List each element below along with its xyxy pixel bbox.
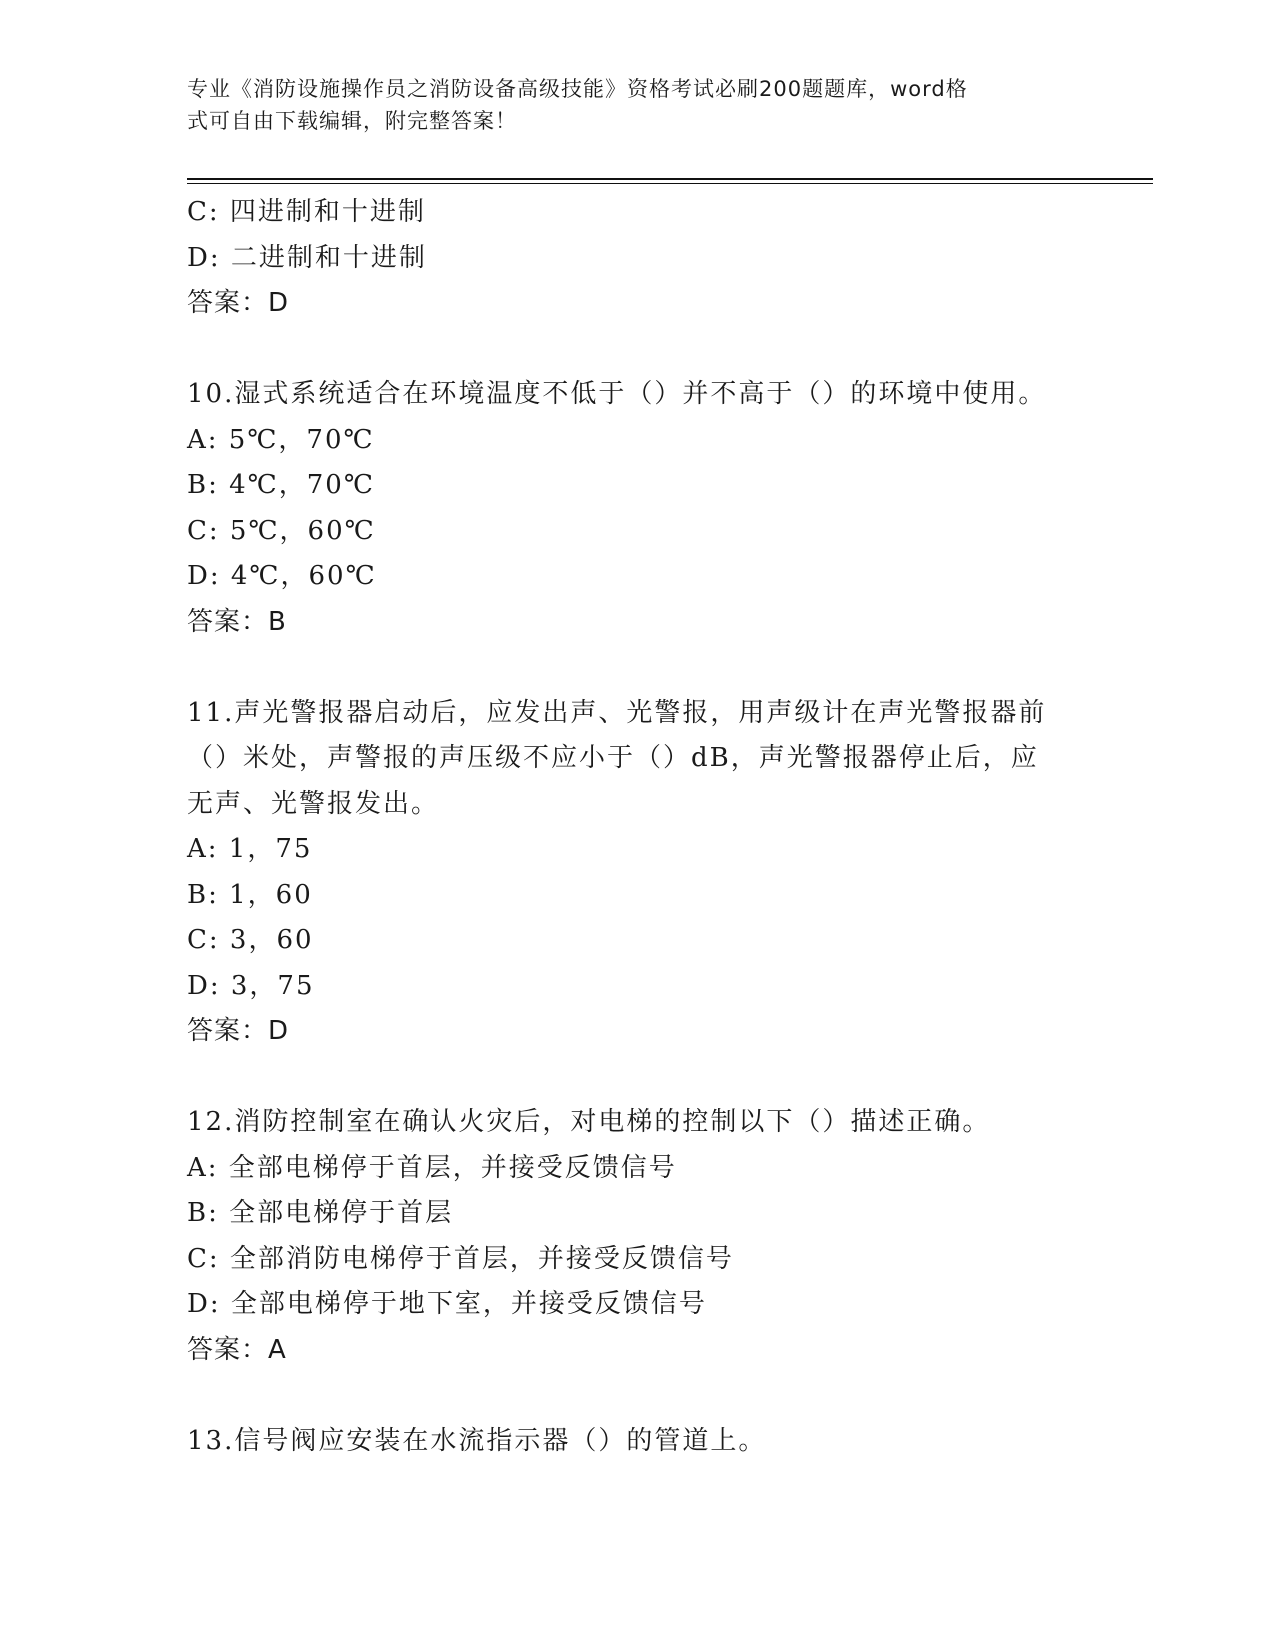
question-text-line-2: （）米处，声警报的声压级不应小于（）dB，声光警报器停止后，应: [187, 743, 1039, 773]
header-rule-thin: [187, 183, 1153, 184]
question-11: [187, 691, 1087, 1055]
answer: 答案：D: [187, 1016, 290, 1046]
document-header: [187, 73, 1067, 137]
option-d: D: 二进制和十进制: [187, 242, 427, 273]
spacer: [187, 327, 1087, 373]
answer: 答案：D: [187, 288, 290, 318]
spacer: [187, 1055, 1087, 1101]
option-c: C: 四进制和十进制: [187, 197, 426, 227]
question-10: [187, 372, 1087, 645]
option-a: A: 5℃，70℃: [187, 424, 375, 455]
option-d: D: 3，75: [187, 970, 315, 1001]
option-d: D: 4℃，60℃: [187, 561, 377, 591]
question-text: 13.信号阀应安装在水流指示器（）的管道上。: [187, 1425, 767, 1456]
question-9-continued: [187, 190, 1087, 327]
question-text-line-3: 无声、光警报发出。: [187, 788, 440, 819]
header-line-2: 式可自由下载编辑，附完整答案！: [187, 109, 517, 133]
question-text: 10.湿式系统适合在环境温度不低于（）并不高于（）的环境中使用。: [187, 379, 1047, 409]
option-b: B: 全部电梯停于首层: [187, 1198, 454, 1228]
header-rule-thick: [187, 178, 1153, 180]
option-b: B: 1，60: [187, 879, 313, 910]
option-c: C: 全部消防电梯停于首层，并接受反馈信号: [187, 1243, 734, 1274]
option-b: B: 4℃，70℃: [187, 470, 375, 500]
spacer: [187, 1373, 1087, 1419]
answer: 答案：B: [187, 606, 287, 637]
question-13: [187, 1419, 1087, 1465]
option-c: C: 3，60: [187, 925, 314, 955]
question-list: [187, 190, 1087, 1464]
spacer: [187, 645, 1087, 691]
answer: 答案：A: [187, 1334, 287, 1365]
header-line-1: 专业《消防设施操作员之消防设备高级技能》资格考试必刷200题题库，word格: [187, 77, 968, 101]
question-text-line-1: 11.声光警报器启动后，应发出声、光警报，用声级计在声光警报器前: [187, 697, 1047, 728]
option-d: D: 全部电梯停于地下室，并接受反馈信号: [187, 1289, 707, 1319]
option-c: C: 5℃，60℃: [187, 515, 376, 546]
option-a: A: 全部电梯停于首层，并接受反馈信号: [187, 1152, 677, 1183]
option-a: A: 1，75: [187, 834, 313, 864]
question-text: 12.消防控制室在确认火灾后，对电梯的控制以下（）描述正确。: [187, 1107, 991, 1137]
question-12: [187, 1100, 1087, 1373]
